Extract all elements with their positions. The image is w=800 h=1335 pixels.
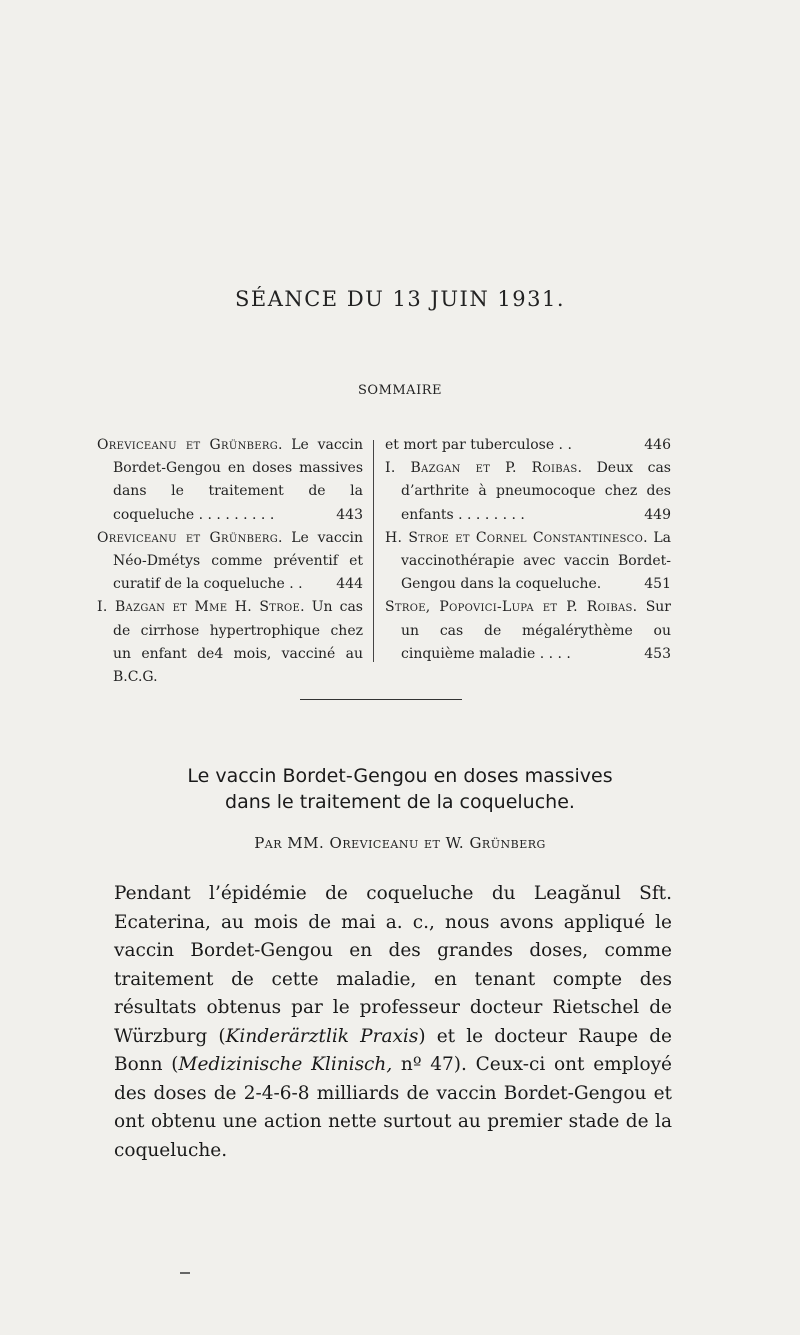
toc-entry-authors: H. Stroe et Cornel Constantinesco: [385, 529, 644, 546]
toc-entry-page: 444: [336, 576, 363, 593]
toc-entry-text: . Le vaccin Néo-Dmétys comme préventif et curatif de la coqueluche: [113, 529, 363, 593]
article-authors: Par MM. Oreviceanu et W. Grünberg: [254, 834, 546, 852]
toc-entry-authors: Oreviceanu et Grünberg: [97, 529, 278, 546]
toc-entry-authors: Oreviceanu et Grünberg: [97, 437, 278, 453]
article-title-line: Le vaccin Bordet-Gengou en doses massives: [187, 765, 613, 787]
toc-entry-page: 443: [336, 506, 363, 523]
toc-entry: [97, 596, 363, 689]
toc-entry: Oreviceanu et Grünberg. Le vaccin Néo-Dmétys comme préventif et curatif de la coqueluche . . 444: [97, 527, 363, 597]
body-paragraph: [114, 880, 672, 1165]
section-rule: [300, 699, 462, 700]
toc-entry-authors: Stroe, Popovici-Lupa et P. Roibas: [385, 599, 633, 616]
toc-entry-text: . Sur un cas de mégalérythème ou cinquième maladie: [401, 599, 671, 662]
toc-entry-page: 453: [644, 645, 671, 662]
column-divider: [373, 440, 374, 662]
toc-entry-text: . La vaccinothérapie avec vaccin Bordet-Gengou dans la coqueluche.: [401, 529, 671, 593]
article-body: [114, 880, 672, 1165]
toc-entry: [385, 527, 671, 597]
summary-heading: SOMMAIRE: [358, 383, 442, 398]
toc-entry-text: . Deux cas d’arthrite à pneumocoque chez des enfants: [401, 460, 671, 523]
body-text-segment: nº 47). Ceux-ci ont employé des doses de 2-4-6-8 milliards de vaccin Bordet-Gengou et ont obtenu une action nette surtout au premier stade de la coqueluche.: [114, 1054, 672, 1161]
toc-entry: I. Bazgan et P. Roibas. Deux cas d’arthrite à pneumocoque chez des enfants . . . . . . . . 449: [385, 457, 671, 527]
body-italic-segment: Kinderärztlik Praxis: [225, 1025, 419, 1047]
toc-entry-authors: I. Bazgan et P. Roibas: [385, 460, 578, 477]
toc-entry: Stroe, Popovici-Lupa et P. Roibas. Sur un cas de mégalérythème ou cinquième maladie . . . . 453: [385, 596, 671, 666]
page-mark: [180, 1272, 190, 1274]
toc-entry: Oreviceanu et Grünberg. Le vaccin Bordet-Gengou en doses massives dans le traitement de la coqueluche . . . . . . . . . 443: [97, 434, 363, 527]
session-heading: SÉANCE DU 13 JUIN 1931.: [234, 287, 566, 311]
toc-entry-authors: I. Bazgan et Mme H. Stroe: [97, 599, 301, 616]
toc-entry-page: 451: [644, 576, 671, 593]
toc-entry: et mort par tuberculose . . 446: [385, 434, 671, 457]
table-of-contents: [0, 434, 800, 686]
body-text-segment: Pendant l’épidémie de coqueluche du Leagănul Sft. Ecaterina, au mois de mai a. c., nous avons appliqué le vaccin Bordet-Gengou en des grandes doses, comme traitement de cette maladie, en tenant compte des résultats obtenus par le professeur docteur Rietschel de Würzburg (: [114, 883, 672, 1047]
body-text-segment: ) et le docteur Raupe de Bonn (: [114, 1025, 672, 1075]
toc-right-column: [385, 434, 671, 666]
toc-entry-page: 446: [644, 437, 671, 453]
body-italic-segment: Medizinische Klinisch,: [178, 1054, 393, 1075]
toc-entry-text: . Un cas de cirrhose hypertrophique chez un enfant de4 mois, vacciné au B.C.G.: [113, 599, 363, 686]
toc-entry-text: . Le vaccin Bordet-Gengou en doses massives dans le traitement de la coqueluche: [113, 437, 363, 523]
article-title: [0, 763, 800, 815]
article-title-line: dans le traitement de la coqueluche.: [225, 791, 575, 813]
toc-entry-page: 449: [644, 506, 671, 523]
toc-left-column: [97, 434, 363, 689]
toc-entry-text: et mort par tuberculose: [385, 437, 555, 453]
